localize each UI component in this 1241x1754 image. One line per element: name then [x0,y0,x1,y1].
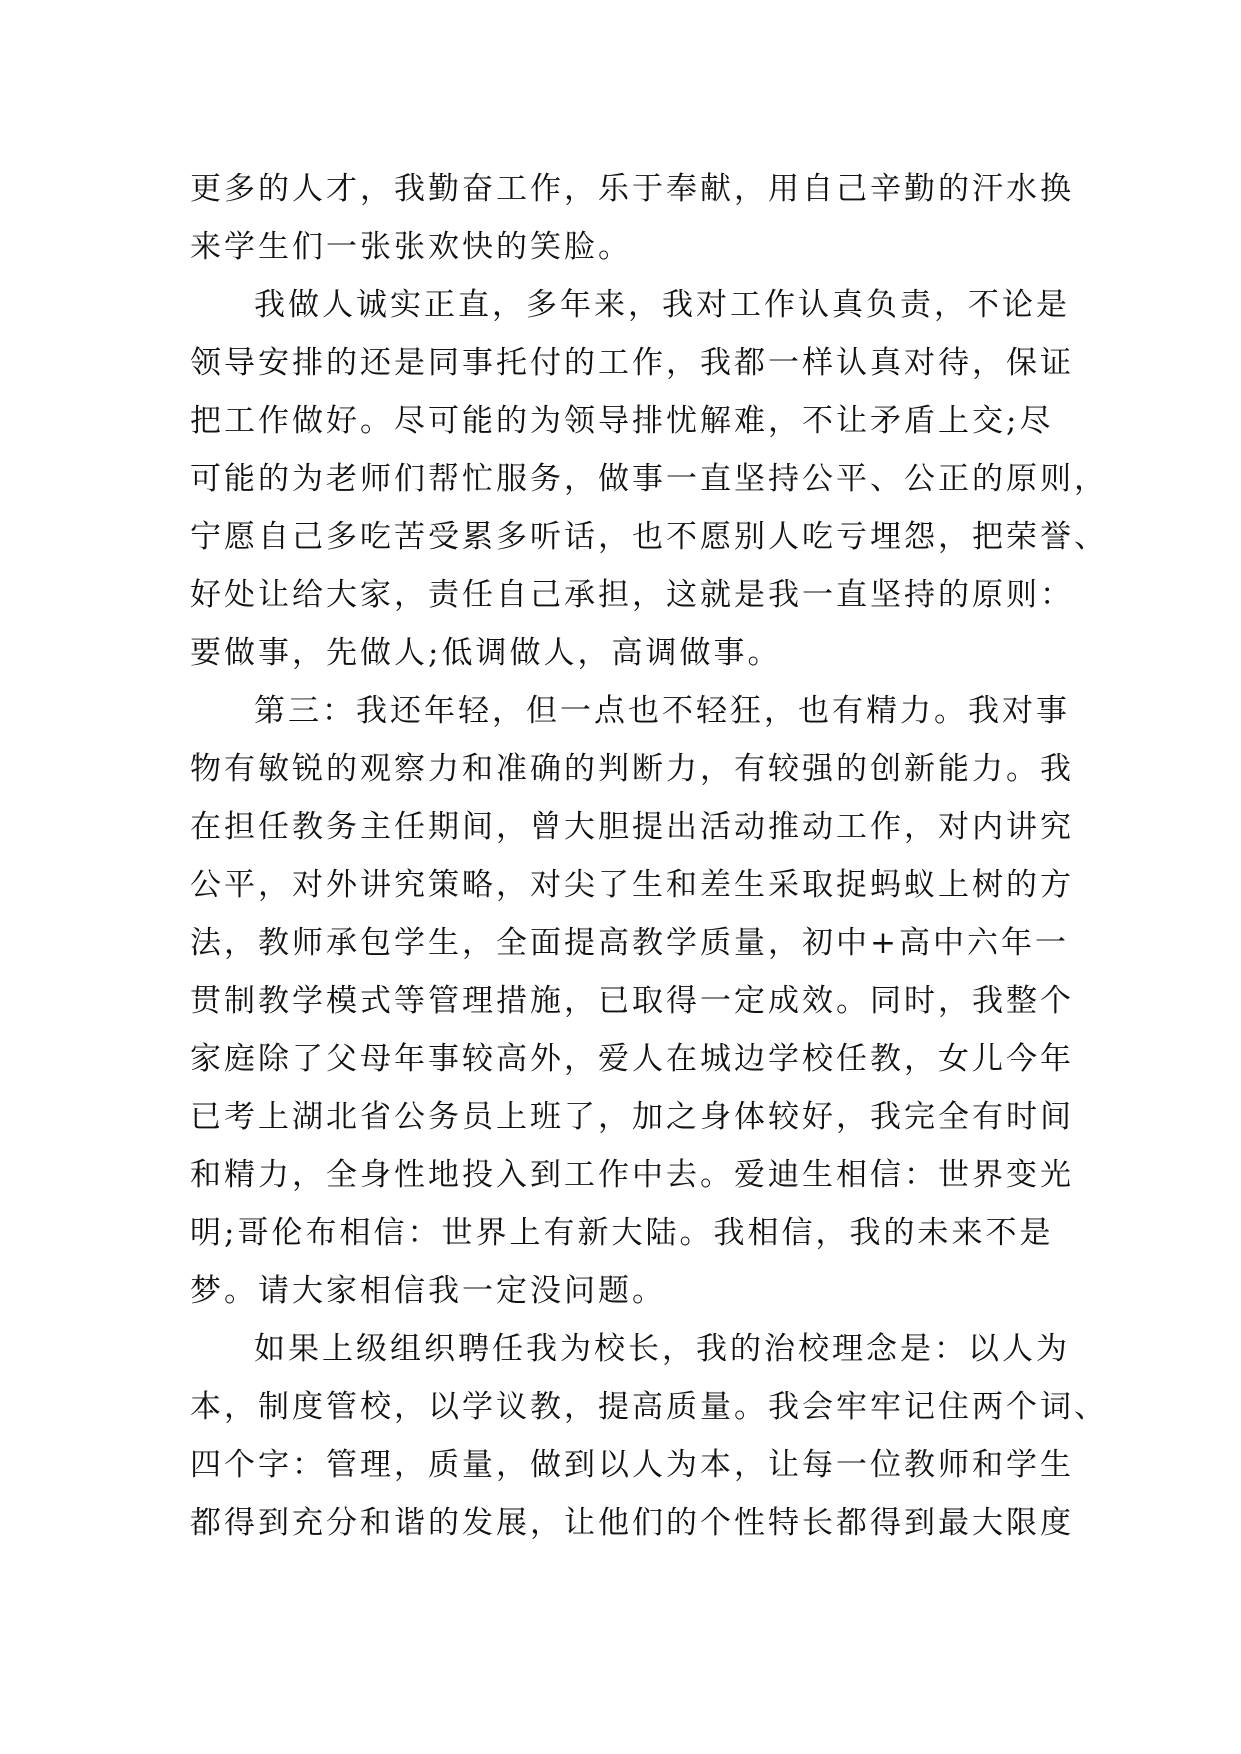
paragraph-2 [190,276,1108,682]
text-line: 宁愿自己多吃苦受累多听话，也不愿别人吃亏埋怨，把荣誉、 [190,519,1108,555]
text-line: 好处让给大家，责任自己承担，这就是我一直坚持的原则： [190,577,1074,613]
text-line: 已考上湖北省公务员上班了，加之身体较好，我完全有时间 [190,1099,1074,1135]
text-line: 和精力，全身性地投入到工作中去。爱迪生相信：世界变光 [190,1157,1074,1193]
text-line: 可能的为老师们帮忙服务，做事一直坚持公平、公正的原则， [190,461,1108,497]
text-line: 领导安排的还是同事托付的工作，我都一样认真对待，保证 [190,345,1074,381]
text-line: 更多的人才，我勤奋工作，乐于奉献，用自己辛勤的汗水换 [190,171,1074,207]
paragraph-4 [190,1320,1108,1552]
text-line: 来学生们一张张欢快的笑脸。 [190,229,632,265]
text-line: 家庭除了父母年事较高外，爱人在城边学校任教，女儿今年 [190,1041,1074,1077]
text-line: 法，教师承包学生，全面提高教学质量，初中+高中六年一 [190,925,1069,961]
text-line: 明;哥伦布相信：世界上有新大陆。我相信，我的未来不是 [190,1215,1054,1251]
text-line: 四个字：管理，质量，做到以人为本，让每一位教师和学生 [190,1447,1074,1483]
text-line: 本，制度管校，以学议教，提高质量。我会牢牢记住两个词、 [190,1389,1108,1425]
document-body [190,160,1108,1552]
text-line: 要做事，先做人;低调做人，高调做事。 [190,635,782,671]
text-line: 梦。请大家相信我一定没问题。 [190,1273,666,1309]
text-line: 公平，对外讲究策略，对尖了生和差生采取捉蚂蚁上树的方 [190,867,1074,903]
text-line: 都得到充分和谐的发展，让他们的个性特长都得到最大限度 [190,1505,1074,1541]
text-line: 我做人诚实正直，多年来，我对工作认真负责，不论是 [254,287,1070,323]
text-line: 贯制教学模式等管理措施，已取得一定成效。同时，我整个 [190,983,1074,1019]
text-line: 如果上级组织聘任我为校长，我的治校理念是：以人为 [254,1331,1070,1367]
text-line: 第三：我还年轻，但一点也不轻狂，也有精力。我对事 [254,693,1070,729]
text-line: 物有敏锐的观察力和准确的判断力，有较强的创新能力。我 [190,751,1074,787]
text-line: 在担任教务主任期间，曾大胆提出活动推动工作，对内讲究 [190,809,1074,845]
paragraph-3 [190,682,1074,1320]
paragraph-1 [190,160,1074,276]
text-line: 把工作做好。尽可能的为领导排忧解难，不让矛盾上交;尽 [190,403,1054,439]
